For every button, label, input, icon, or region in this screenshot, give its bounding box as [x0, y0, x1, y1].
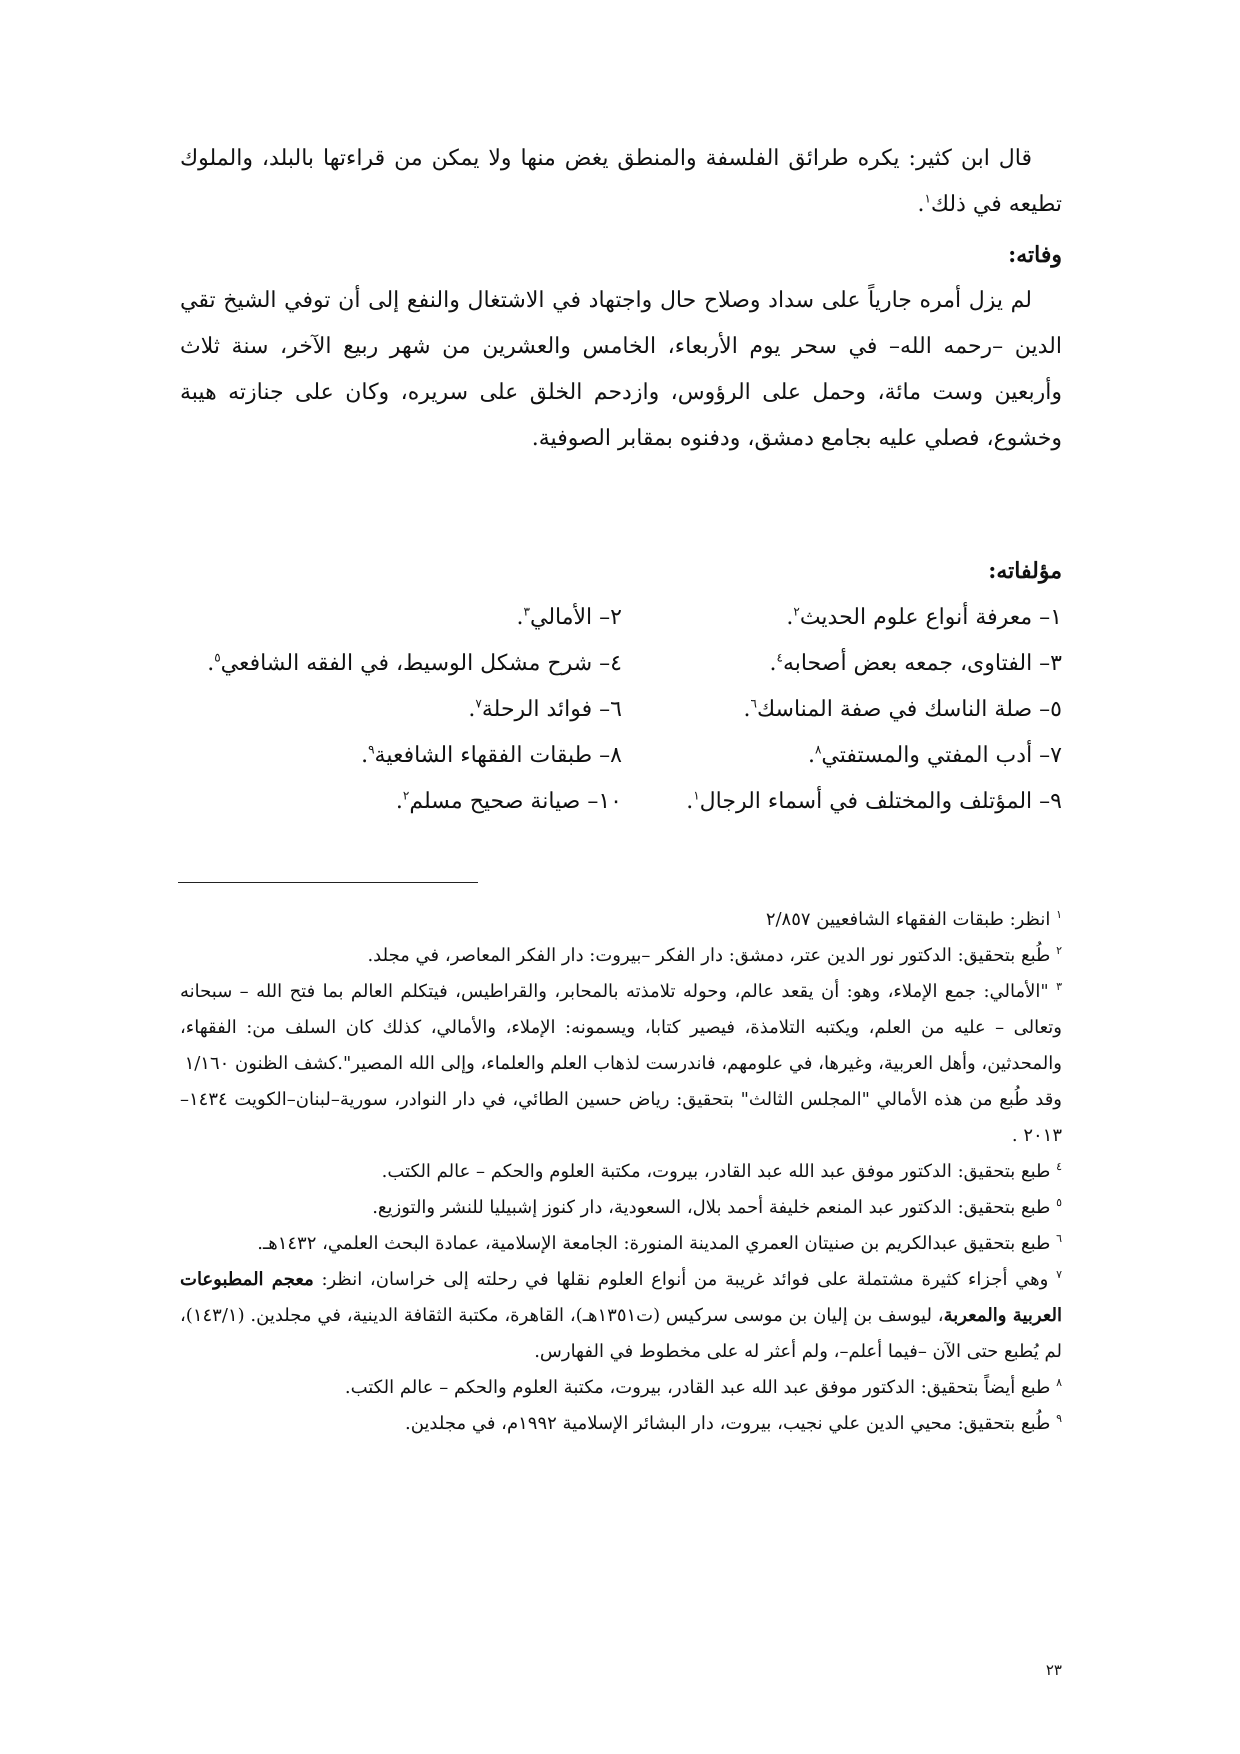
works-row	[180, 779, 1062, 825]
work-item: ٤– شرح مشكل الوسيط، في الفقه الشافعي$^٥$.	[207, 650, 622, 676]
footnote: $^٨$ طبع أيضاً بتحقيق: الدكتور موفق عبد الله عبد القادر، بيروت، مكتبة العلوم والحكم – عالم الكتب.	[344, 1376, 1062, 1398]
intro-paragraph: قال ابن كثير: يكره طرائق الفلسفة والمنطق يغض منها ولا يمكن من قراءتها بالبلد، والملوك تطيعه في ذلك$^١$.	[180, 146, 1062, 217]
footnote: $^٩$ طُبع بتحقيق: محيي الدين علي نجيب، بيروت، دار البشائر الإسلامية ١٩٩٢م، في مجلدين.	[405, 1412, 1062, 1434]
page-number: ٢٣	[1045, 1661, 1062, 1679]
death-section	[180, 232, 1062, 462]
work-item: ٩– المؤتلف والمختلف في أسماء الرجال$^١$.	[686, 788, 1062, 814]
works-heading: مؤلفاته:	[988, 558, 1062, 584]
works-section	[180, 548, 1062, 594]
works-list	[180, 595, 1062, 825]
footnote-separator	[178, 882, 478, 883]
work-item: ١– معرفة أنواع علوم الحديث$^٢$.	[786, 604, 1062, 630]
footnote: $^٤$ طبع بتحقيق: الدكتور موفق عبد الله عبد القادر، بيروت، مكتبة العلوم والحكم – عالم الكتب.	[381, 1160, 1062, 1182]
works-row	[180, 641, 1062, 687]
death-paragraph: لم يزل أمره جارياً على سداد وصلاح حال واجتهاد في الاشتغال والنفع إلى أن توفي الشيخ تقي الدين –رحمه الله– في سحر يوم الأربعاء، الخامس والعشرين من شهر ربيع الآخر، سنة ثلاث وأربعين وست مائة، وحمل على الرؤوس، وازدحم الخلق على سريره، وكان على جنازته هيبة وخشوع، فصلي عليه بجامع دمشق، ودفنوه بمقابر الصوفية.	[180, 288, 1062, 451]
footnote-continuation: وقد طُبع من هذه الأمالي "المجلس الثالث" بتحقيق: رياض حسين الطائي، في دار النوادر، سورية–لبنان–الكويت ١٤٣٤– ٢٠١٣ .	[180, 1089, 1062, 1146]
footnote: $^٥$ طبع بتحقيق: الدكتور عبد المنعم خليفة أحمد بلال، السعودية، دار كنوز إشبيليا للنشر والتوزيع.	[372, 1196, 1062, 1218]
work-item: ٧– أدب المفتي والمستفتي$^٨$.	[807, 742, 1062, 768]
intro-section	[180, 136, 1062, 228]
death-heading: وفاته:	[1008, 242, 1062, 268]
footnote: $^٦$ طبع بتحقيق عبدالكريم بن صنيتان العمري المدينة المنورة: الجامعة الإسلامية، عمادة البحث العلمي، ١٤٣٢هـ.	[257, 1232, 1062, 1254]
work-item: ٦– فوائد الرحلة$^٧$.	[468, 696, 622, 722]
works-row	[180, 687, 1062, 733]
work-item: ٣– الفتاوى، جمعه بعض أصحابه$^٤$.	[769, 650, 1062, 676]
work-item: ١٠– صيانة صحيح مسلم$^٢$.	[395, 788, 622, 814]
footnote: $^٣$ "الأمالي: جمع الإملاء، وهو: أن يقعد عالم، وحوله تلامذته بالمحابر، والقراطيس، فيتكلم العالم بما فتح الله – سبحانه وتعالى – عليه من العلم، ويكتبه التلامذة، فيصير كتابا، ويسمونه: الإملاء، والأمالي، كذلك كان السلف من: الفقهاء، والمحدثين، وأهل العربية، وغيرها، في علومهم، فاندرست لذهاب العلم والعلماء، وإلى الله المصير".كشف الظنون ١/١٦٠	[180, 980, 1062, 1074]
footnotes	[180, 902, 1062, 1442]
work-item: ٢– الأمالي$^٣$.	[516, 604, 622, 630]
footnote: $^١$ انظر: طبقات الفقهاء الشافعيين ٢/٨٥٧	[765, 908, 1062, 930]
works-row	[180, 595, 1062, 641]
works-row	[180, 733, 1062, 779]
bold-title: معجم المطبوعات العربية والمعربة	[180, 1269, 1063, 1326]
footnote: $^٧$ وهي أجزاء كثيرة مشتملة على فوائد غريبة من أنواع العلوم نقلها في رحلته إلى خراسان، انظر: معجم المطبوعات العربية والمعربة، ليوسف بن إليان بن موسى سركيس (ت١٣٥١هـ)، القاهرة، مكتبة الثقافة الدينية، في مجلدين. (١٤٣/١)، لم يُطبع حتى الآن –فيما أعلم–، ولم أعثر له على مخطوط في الفهارس.	[180, 1268, 1063, 1362]
work-item: ٨– طبقات الفقهاء الشافعية$^٩$.	[361, 742, 622, 768]
footnote: $^٢$ طُبع بتحقيق: الدكتور نور الدين عتر، دمشق: دار الفكر –بيروت: دار الفكر المعاصر، في مجلد.	[367, 944, 1062, 966]
work-item: ٥– صلة الناسك في صفة المناسك$^٦$.	[743, 696, 1062, 722]
footnote-ref: ١	[924, 191, 931, 206]
